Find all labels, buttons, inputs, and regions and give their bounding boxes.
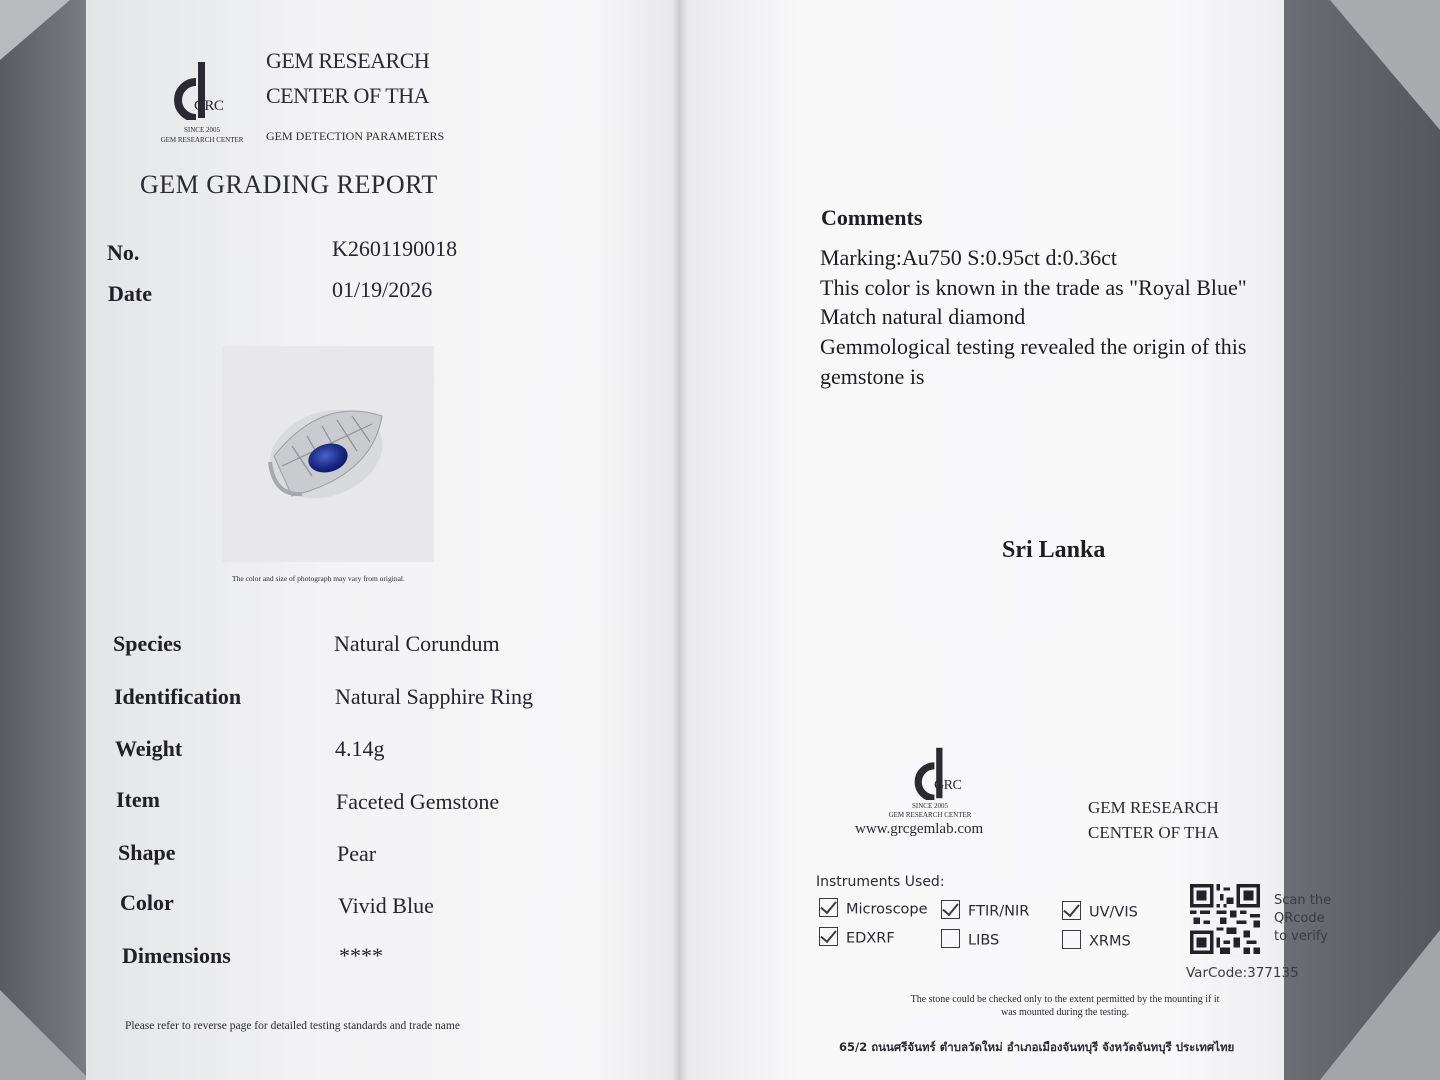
gem-origin: Sri Lanka: [1002, 537, 1106, 563]
report-number-value: K2601190018: [332, 236, 458, 261]
checkbox-unchecked-icon: [1062, 930, 1081, 949]
org-subtitle: GEM DETECTION PARAMETERS: [266, 129, 445, 143]
disclaimer: The stone could be checked only to the extent permitted by the mounting if it was mounted during the testing.: [910, 994, 1220, 1018]
address: 65/2 ถนนศรีจันทร์ ตำบลวัดใหม่ อำเภอเมืองจันทบุรี จังหวัดจันทบุรี ประเทศไทย: [839, 1040, 1235, 1054]
field-color-label: Color: [120, 890, 174, 915]
field-item-value: Faceted Gemstone: [336, 789, 500, 814]
report-number-label: No.: [107, 240, 140, 265]
instrument-xrms: XRMS: [1062, 932, 1131, 951]
grc-logo-text: GRC: [934, 778, 962, 793]
checkbox-checked-icon: [941, 900, 960, 919]
grc-logo-center: GEM RESEARCH CENTER: [160, 136, 244, 144]
grc-logo-text: GRC: [194, 98, 224, 114]
field-weight-value: 4.14g: [335, 736, 385, 761]
org-name-line2: CENTER OF THA: [266, 83, 429, 108]
field-shape-value: Pear: [337, 841, 377, 866]
scan-qr-text: Scan the QRcode to verify: [1274, 893, 1332, 944]
field-color-value: Vivid Blue: [338, 893, 434, 918]
instrument-microscope: Microscope: [819, 900, 928, 919]
grc-logo: [160, 60, 260, 150]
instrument-libs: LIBS: [941, 931, 999, 950]
checkbox-checked-icon: [819, 898, 838, 917]
checkbox-checked-icon: [1062, 901, 1081, 920]
grc-logo-since: SINCE 2005: [912, 802, 948, 810]
varcode: VarCode:377135: [1186, 965, 1299, 981]
grc-logo-center: GEM RESEARCH CENTER: [888, 811, 972, 819]
field-species-value: Natural Corundum: [334, 631, 500, 656]
booklet-spine: [672, 0, 688, 1080]
field-identification-value: Natural Sapphire Ring: [335, 684, 533, 709]
field-identification-label: Identification: [114, 684, 242, 709]
gem-photo: [222, 346, 434, 562]
instrument-edxrf: EDXRF: [819, 929, 895, 948]
org-name-right-line2: CENTER OF THA: [1088, 823, 1219, 842]
org-name-line1: GEM RESEARCH: [266, 48, 430, 73]
folder-corner-bottom-right: [1320, 930, 1440, 1080]
report-title: GEM GRADING REPORT: [140, 170, 438, 199]
comment-line-3: Match natural diamond: [820, 304, 1026, 329]
photo-caption: The color and size of photograph may vary from original.: [232, 574, 405, 583]
instrument-ftir-nir: FTIR/NIR: [941, 902, 1029, 921]
field-dimensions-value: ****: [339, 943, 383, 968]
field-item-label: Item: [116, 787, 160, 812]
grc-logo-right: [880, 746, 980, 826]
org-name-right-line1: GEM RESEARCH: [1088, 798, 1219, 817]
report-date-value: 01/19/2026: [332, 277, 433, 302]
qr-code-icon[interactable]: [1190, 884, 1260, 954]
checkbox-checked-icon: [819, 927, 838, 946]
grc-logo-since: SINCE 2005: [184, 126, 220, 134]
comment-line-5: gemstone is: [820, 364, 925, 389]
comments-title: Comments: [821, 205, 923, 230]
comment-line-2: This color is known in the trade as "Royal Blue": [820, 275, 1247, 300]
website-link[interactable]: www.grcgemlab.com: [855, 821, 984, 837]
field-dimensions-label: Dimensions: [122, 943, 231, 968]
folder-corner-top-right: [1330, 0, 1440, 130]
instruments-title: Instruments Used:: [816, 874, 945, 890]
field-species-label: Species: [113, 631, 182, 656]
comment-line-1: Marking:Au750 S:0.95ct d:0.36ct: [820, 245, 1117, 270]
report-date-label: Date: [108, 281, 152, 306]
field-weight-label: Weight: [115, 736, 183, 761]
sapphire-ring-icon: [222, 346, 434, 562]
left-footnote: Please refer to reverse page for detailed testing standards and trade name: [125, 1020, 460, 1032]
checkbox-unchecked-icon: [941, 929, 960, 948]
instrument-uv-vis: UV/VIS: [1062, 903, 1138, 922]
folder-corner-bottom-left: [0, 990, 90, 1080]
folder-corner-top-left: [0, 0, 70, 60]
field-shape-label: Shape: [118, 840, 176, 865]
comment-line-4: Gemmological testing revealed the origin of this: [820, 334, 1247, 359]
